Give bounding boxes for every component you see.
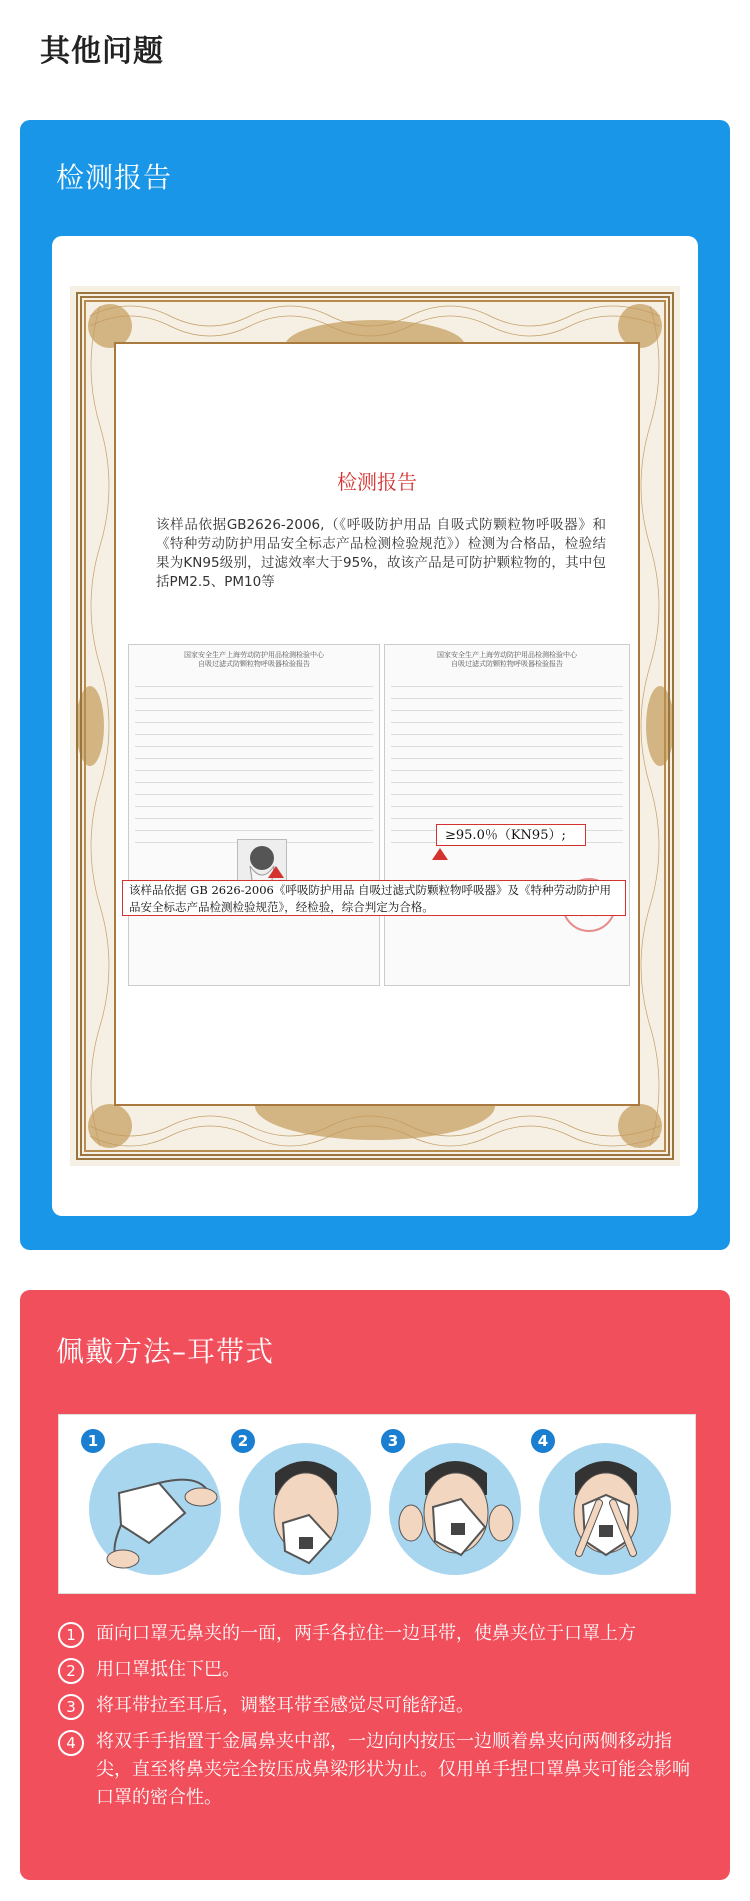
callout-arrow-icon (432, 848, 448, 860)
step-4-nose-clip-illustration (531, 1429, 671, 1579)
step-number: 4 (531, 1429, 555, 1453)
instruction-item (58, 1620, 694, 1648)
kn95-result-callout: ≥95.0％（KN95）; (436, 824, 586, 846)
report-section (20, 120, 730, 1250)
scan-right-title: 国家安全生产上海劳动防护用品检测检验中心 自吸过滤式防颗粒物呼吸器检验报告 (437, 651, 577, 668)
report-image-panel (52, 236, 698, 1216)
instruction-text: 将耳带拉至耳后，调整耳带至感觉尽可能舒适。 (96, 1695, 474, 1716)
instruction-text: 面向口罩无鼻夹的一面，两手各拉住一边耳带，使鼻夹位于口罩上方 (96, 1623, 636, 1644)
step-number: 1 (81, 1429, 105, 1453)
step-1-hold-mask-illustration (81, 1429, 221, 1579)
certificate-body-text: 该样品依据GB2626-2006,（《呼吸防护用品 自吸式防颗粒物呼吸器》和《特种劳动防护用品安全标志产品检测检验规范》）检测为合格品，检验结果为KN95级别，过滤效率大于95%，故该产品是可防护颗粒物的，其中包括PM2.5、PM10等 (156, 517, 606, 590)
callout-arrow-icon (268, 866, 284, 878)
report-scan-page-2 (384, 644, 630, 986)
certificate-frame (70, 286, 680, 1166)
instruction-item (58, 1656, 694, 1684)
step-number: 2 (231, 1429, 255, 1453)
wearing-section-title: 佩戴方法–耳带式 (56, 1335, 275, 1368)
step-number: 3 (381, 1429, 405, 1453)
instruction-number: 2 (58, 1658, 84, 1684)
instruction-item (58, 1728, 694, 1812)
instruction-number: 4 (58, 1730, 84, 1756)
instruction-number: 3 (58, 1694, 84, 1720)
certificate-content (114, 342, 640, 1106)
instruction-number: 1 (58, 1622, 84, 1648)
step-3-ear-straps-illustration (381, 1429, 521, 1579)
wearing-steps-illustration (58, 1414, 696, 1594)
instruction-text: 将双手手指置于金属鼻夹中部，一边向内按压一边顺着鼻夹向两侧移动指尖，直至将鼻夹完全按压成鼻梁形状为止。仅用单手捏口罩鼻夹可能会影响口罩的密合性。 (96, 1731, 690, 1808)
wearing-section (20, 1290, 730, 1880)
instruction-text: 用口罩抵住下巴。 (96, 1659, 240, 1680)
page-title: 其他问题 (40, 34, 164, 69)
report-scan-page-1 (128, 644, 380, 986)
certificate-heading: 检测报告 (337, 470, 417, 494)
scan-left-title: 国家安全生产上海劳动防护用品检测检验中心 自吸过滤式防颗粒物呼吸器检验报告 (184, 651, 324, 668)
instruction-item (58, 1692, 694, 1720)
step-2-chin-illustration (231, 1429, 371, 1579)
conclusion-callout: 该样品依据 GB 2626-2006《呼吸防护用品 自吸过滤式防颗粒物呼吸器》及《特种劳动防护用品安全标志产品检测检验规范》，经检验，综合判定为合格。 (122, 880, 626, 916)
wearing-instructions (58, 1620, 694, 1820)
report-section-title: 检测报告 (56, 161, 173, 194)
